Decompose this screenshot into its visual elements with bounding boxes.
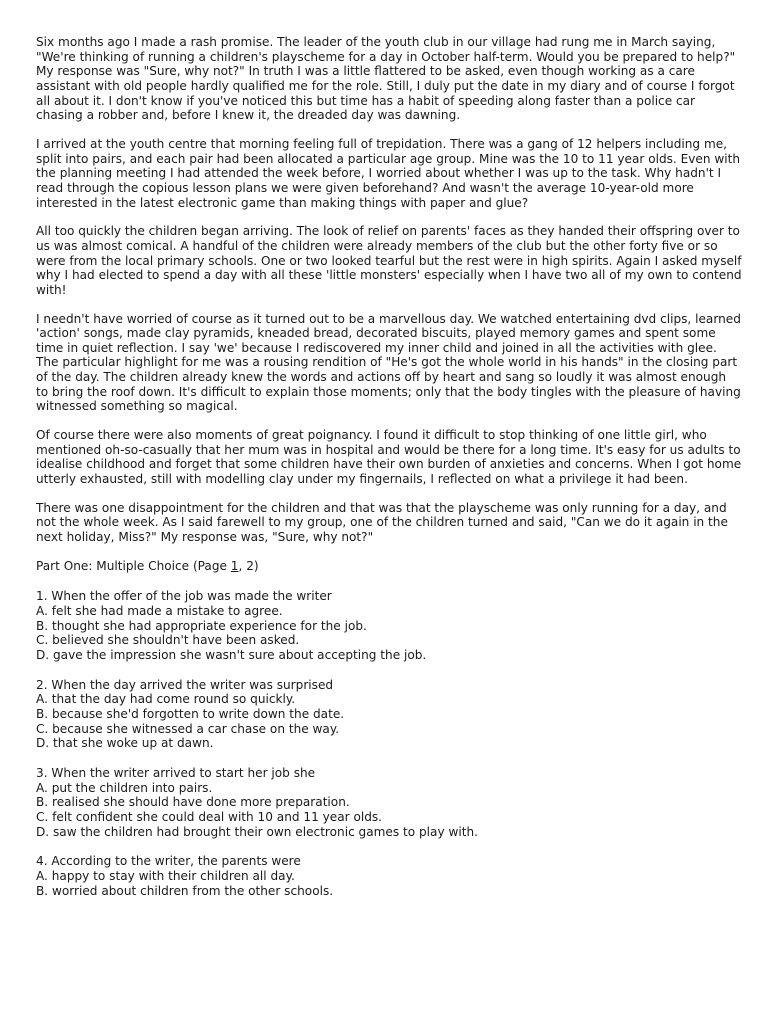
- page-2-link[interactable]: 2: [246, 558, 254, 573]
- section-heading: [36, 559, 742, 574]
- answer-option: A. felt she had made a mistake to agree.: [36, 604, 283, 618]
- passage-paragraph-3: All too quickly the children began arriving. The look of relief on parents' faces as they handed their offspring over to us was almost comical. A handful of the children were already members of the club but the other forty five or so were from the local primary schools. One or two looked tearful but the rest were in high spirits. Again I asked myself why I had elected to spend a day with all these 'little monsters' especially when I have two all of my own to contend with!: [36, 224, 742, 297]
- answer-option: A. put the children into pairs.: [36, 780, 213, 795]
- section-heading-suffix: ): [253, 558, 259, 573]
- answer-option: C. because she witnessed a car chase on the way.: [36, 721, 340, 736]
- answer-option: B. thought she had appropriate experience for the job.: [36, 618, 367, 633]
- answer-option: D. saw the children had brought their own electronic games to play with.: [36, 824, 478, 839]
- answer-option: B. realised she should have done more preparation.: [36, 795, 350, 810]
- passage-paragraph-4: I needn't have worried of course as it turned out to be a marvellous day. We watched entertaining dvd clips, learned 'action' songs, made clay pyramids, kneaded bread, decorated biscuits, played memory games and spent some time in quiet reflection. I say 'we' because I rediscovered my inner child and joined in all the activities with glee.: [36, 311, 741, 355]
- passage-paragraph-5: The particular highlight for me was a rousing rendition of "He's got the whole world in his hands" in the closing part of the day. The children already knew the words and actions off by heart and sang so loudly it was almost enough to bring the roof down. It's difficult to explain those moments; only that the body tingles with the pleasure of having witnessed something so magical.: [36, 355, 741, 414]
- answer-option: A. that the day had come round so quickly.: [36, 692, 296, 707]
- section-heading-prefix: Part One: Multiple Choice (Page: [36, 558, 231, 573]
- question-stem: 3. When the writer arrived to start her job she: [36, 765, 316, 780]
- answer-option: A. happy to stay with their children all day.: [36, 868, 295, 883]
- answer-option: B. worried about children from the other schools.: [36, 883, 334, 898]
- passage-paragraph-6: Of course there were also moments of great poignancy. I found it difficult to stop thinking of one little girl, who mentioned oh-so-casually that her mum was in hospital and would be there for a long time. It's easy for us adults to idealise childhood and forget that some children have their own burden of anxieties and concerns. When I got home utterly exhausted, still with modelling clay under my fingernails, I reflected on what a privilege it had been.: [36, 428, 742, 487]
- answer-option: C. felt confident she could deal with 10 and 11 year olds.: [36, 809, 383, 824]
- question-stem: 1. When the offer of the job was made the writer: [36, 589, 332, 604]
- page-1-link[interactable]: 1: [230, 558, 239, 573]
- section-heading-separator: ,: [238, 558, 247, 573]
- answer-option: B. because she'd forgotten to write down the date.: [36, 706, 345, 721]
- question-stem: 4. According to the writer, the parents were: [36, 854, 301, 869]
- passage-paragraph-1: Six months ago I made a rash promise. The leader of the youth club in our village had rung me in March saying, "We're thinking of running a children's playscheme for a day in October half-term. Would you be prepared to help?" My response was "Sure, why not?" In truth I was a little flattered to be asked, even though working as a care assistant with old people hardly qualified me for the role. Still, I duly put the date in my diary and of course I forgot all about it. I don't know if you've noticed this but time has a habit of speeding along faster than a police car chasing a robber and, before I knew it, the dreaded day was dawning.: [36, 35, 736, 123]
- question-3: [36, 766, 742, 839]
- question-1: [36, 589, 742, 662]
- question-stem: 2. When the day arrived the writer was surprised: [36, 677, 334, 692]
- question-4: [36, 854, 742, 898]
- answer-option: D. that she woke up at dawn.: [36, 736, 214, 751]
- document-page: [36, 35, 742, 913]
- answer-option: C. believed she shouldn't have been asked.: [36, 633, 300, 648]
- question-2: [36, 678, 742, 751]
- passage-paragraph-7: There was one disappointment for the children and that was that the playscheme was only running for a day, and not the whole week. As I said farewell to my group, one of the children turned and said, "Can we do it again in the next holiday, Miss?" My response was, "Sure, why not?": [36, 500, 728, 545]
- passage-paragraph-2: I arrived at the youth centre that morning feeling full of trepidation. There was a gang of 12 helpers including me, split into pairs, and each pair had been allocated a particular age group. Mine was the 10 to 11 year olds. Even with the planning meeting I had attended the week before, I worried about whether I was up to the task. Why hadn't I read through the copious lesson plans we were given beforehand? And wasn't the average 10-year-old more interested in the latest electronic game than making things with paper and glue?: [36, 136, 741, 210]
- answer-option: D. gave the impression she wasn't sure about accepting the job.: [36, 647, 427, 662]
